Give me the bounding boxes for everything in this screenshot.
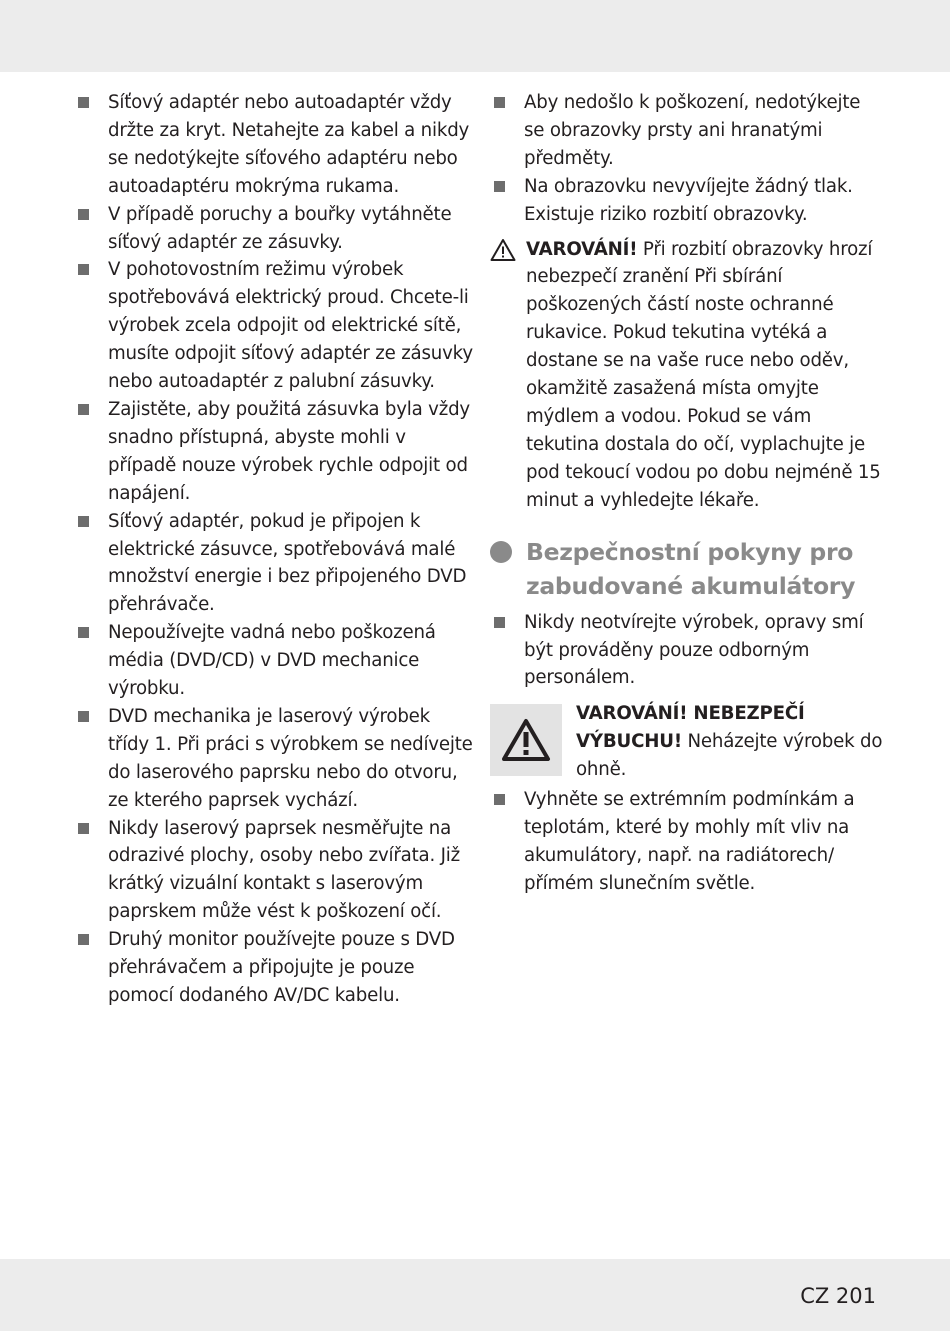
right-bullet-list-bottom [490,786,886,898]
list-item-text: Nikdy laserový paprsek nesměřujte na odrazivé plochy, osoby nebo zvířata. Již krátký vizuální kontakt s laserovým paprskem může vést k poškození očí. [108,817,460,923]
list-item [74,508,474,620]
list-item-text: Na obrazovku nevyvíjejte žádný tlak. Existuje riziko rozbití obrazovky. [524,175,853,225]
list-item-text: Síťový adaptér, pokud je připojen k elektrické zásuvce, spotřebovává malé množství energie i bez připojeného DVD přehrávače. [108,510,467,616]
list-item-text: Zajistěte, aby použitá zásuvka byla vždy snadno přístupná, abyste mohli v případě nouze výrobek rychle odpojit od napájení. [108,398,470,504]
square-bullet-icon [78,823,89,834]
list-item [490,173,886,229]
left-bullet-list [74,89,474,1010]
square-bullet-icon [494,97,505,108]
warning-triangle-icon [490,238,516,262]
list-item [74,256,474,396]
right-column [490,89,886,898]
square-bullet-icon [78,934,89,945]
left-column [74,89,474,1010]
screen-breakage-warning [490,236,886,515]
square-bullet-icon [494,181,505,192]
list-item [74,396,474,508]
square-bullet-icon [78,516,89,527]
warning-text: Při rozbití obrazovky hrozí nebezpečí zranění Při sbírání poškozených částí noste ochranné rukavice. Pokud tekutina vytéká a dostane se na vaše ruce nebo oděv, okamžitě zasažená místa omyjte mýdlem a vodou. Pokud se vám tekutina dostala do očí, vyplachujte je pod tekoucí vodou po dobu nejméně 15 minut a vyhledejte lékaře. [526,238,881,511]
header-band [0,0,950,72]
right-bullet-list-mid [490,609,886,693]
section-heading-text: Bezpečnostní pokyny pro zabudované akumulátory [526,537,856,600]
list-item-text: V případě poruchy a bouřky vytáhněte síťový adaptér ze zásuvky. [108,203,452,253]
square-bullet-icon [78,711,89,722]
warning-label: VAROVÁNÍ! [526,238,638,260]
explosion-warning [490,700,886,784]
square-bullet-icon [78,97,89,108]
list-item [490,609,886,693]
warning-label: VAROVÁNÍ! NEBEZPEČÍ VÝBUCHU! [576,703,805,753]
list-item-text: Vyhněte se extrémním podmínkám a teplotám, které by mohly mít vliv na akumulátory, např. na radiátorech/ přímém slunečním světle. [524,789,855,894]
list-item-text: Aby nedošlo k poškození, nedotýkejte se obrazovky prsty ani hranatými předměty. [524,92,861,169]
heading-bullet-dot [490,541,512,563]
list-item [74,703,474,815]
square-bullet-icon [494,794,505,805]
list-item-text: Nepoužívejte vadná nebo poškozená média (DVD/CD) v DVD mechanice výrobku. [108,622,436,700]
list-item [74,926,474,1010]
section-heading [490,535,886,603]
square-bullet-icon [78,404,89,415]
list-item [74,89,474,201]
square-bullet-icon [78,264,89,275]
warning-icon-box [490,704,562,776]
square-bullet-icon [78,209,89,220]
right-bullet-list-top [490,89,886,229]
list-item [74,619,474,703]
list-item-text: V pohotovostním režimu výrobek spotřebovává elektrický proud. Chcete-li výrobek zcela odpojit od elektrické sítě, musíte odpojit síťový adaptér ze zásuvky nebo autoadaptér z palubní zásuvky. [108,259,473,393]
list-item [490,786,886,898]
list-item-text: Druhý monitor používejte pouze s DVD přehrávačem a připojujte je pouze pomocí dodaného AV/DC kabelu. [108,929,455,1006]
square-bullet-icon [494,617,505,628]
list-item-text: Nikdy neotvírejte výrobek, opravy smí být prováděny pouze odborným personálem. [524,611,864,689]
warning-triangle-icon [500,717,552,763]
list-item [74,201,474,257]
list-item-text: DVD mechanika je laserový výrobek třídy 1. Při práci s výrobkem se nedívejte do laserového paprsku nebo do otvoru, ze kterého paprsek vychází. [108,705,473,811]
list-item [490,89,886,173]
warning-text: Neházejte výrobek do ohně. [576,731,883,781]
square-bullet-icon [78,627,89,638]
list-item-text: Síťový adaptér nebo autoadaptér vždy držte za kryt. Netahejte za kabel a nikdy se nedotýkejte síťového adaptéru nebo autoadaptéru mokrýma rukama. [108,92,470,197]
list-item [74,815,474,927]
page-number: CZ 201 [800,1284,876,1308]
